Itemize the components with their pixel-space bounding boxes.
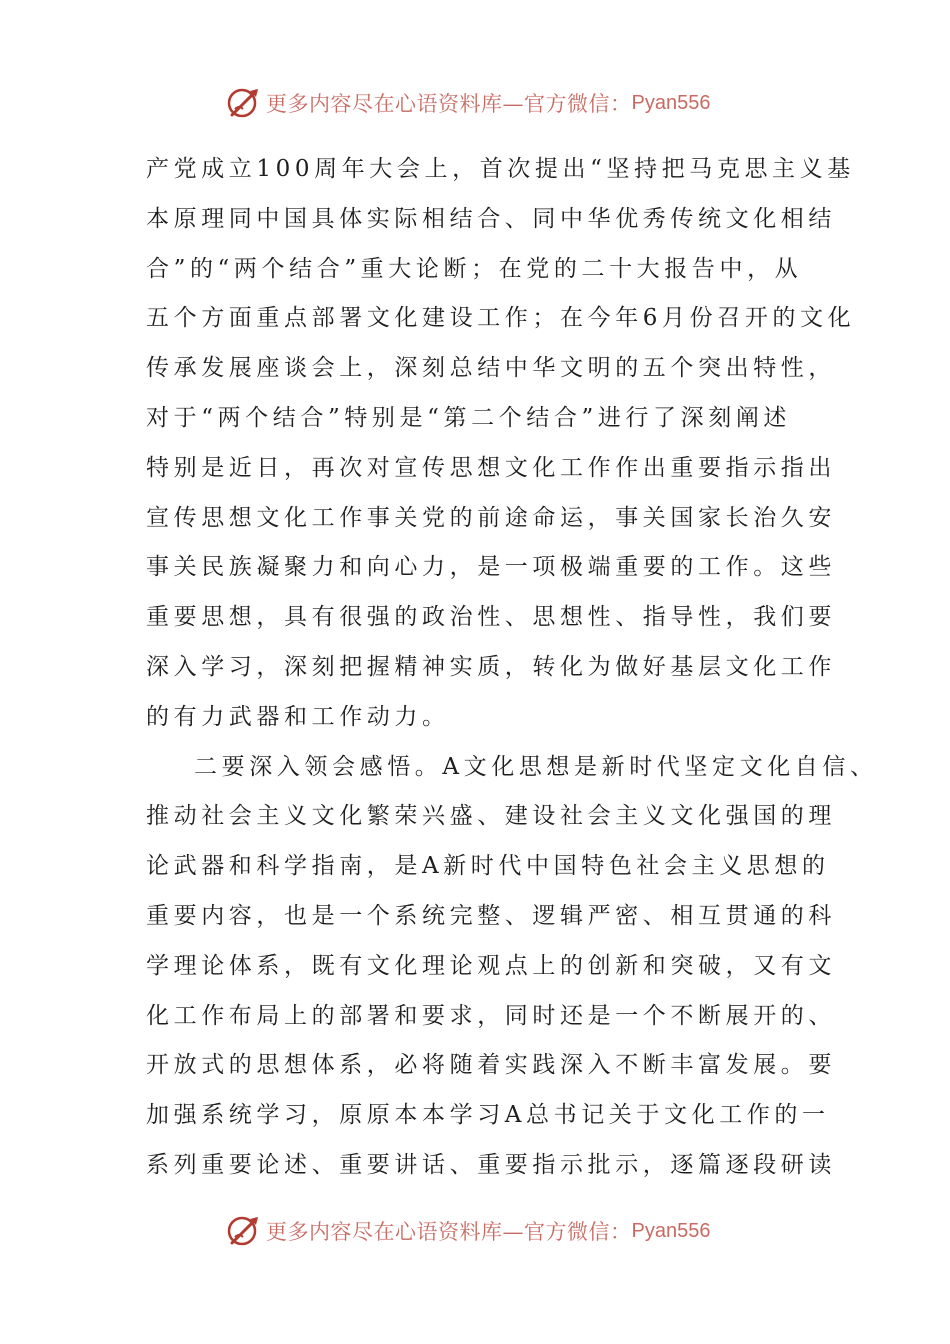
header-wechat-id: Pyan556: [631, 91, 711, 114]
body-line: 特别是近日，再次对宣传思想文化工作作出重要指示指出: [146, 454, 836, 481]
header-banner-text: 更多内容尽在心语资料库—官方微信：: [266, 92, 632, 116]
body-line: 事关民族凝聚力和向心力，是一项极端重要的工作。这些: [146, 554, 836, 581]
body-line: 传承发展座谈会上，深刻总结中华文明的五个突出特性，: [146, 355, 836, 382]
body-line: 的有力武器和工作动力。: [146, 703, 450, 730]
body-line: 加强系统学习，原原本本学习A总书记关于文化工作的一: [146, 1102, 830, 1129]
body-line: 推动社会主义文化繁荣兴盛、建设社会主义文化强国的理: [146, 803, 836, 830]
body-line: 深入学习，深刻把握精神实质，转化为做好基层文化工作: [146, 653, 836, 680]
footer-banner-text: 更多内容尽在心语资料库—官方微信：: [266, 1220, 632, 1244]
body-line: 产党成立100周年大会上，首次提出“坚持把马克思主义基: [146, 156, 855, 182]
body-line: 论武器和科学指南，是A新时代中国特色社会主义思想的: [146, 853, 830, 880]
body-line: 本原理同中国具体实际相结合、同中华优秀传统文化相结: [146, 205, 836, 232]
body-line: 重要思想，具有很强的政治性、思想性、指导性，我们要: [146, 604, 836, 631]
body-line: 开放式的思想体系，必将随着实践深入不断丰富发展。要: [146, 1052, 836, 1079]
footer-wechat-id: Pyan556: [631, 1219, 711, 1242]
footer-watermark-banner: [226, 1211, 710, 1251]
pen-logo-icon: [226, 85, 262, 121]
document-body: [146, 145, 878, 1191]
body-line: 系列重要论述、重要讲话、重要指示批示，逐篇逐段研读: [146, 1151, 836, 1178]
body-line: 对于“两个结合”特别是“第二个结合”进行了深刻阐述: [146, 404, 792, 431]
pen-logo-icon: [226, 1213, 262, 1249]
header-watermark-banner: [226, 83, 710, 123]
body-line: 五个方面重点部署文化建设工作；在今年6月份召开的文化: [146, 305, 856, 332]
body-line: 化工作布局上的部署和要求，同时还是一个不断展开的、: [146, 1002, 836, 1029]
body-line: 学理论体系，既有文化理论观点上的创新和突破，又有文: [146, 952, 836, 979]
body-line: 重要内容，也是一个系统完整、逻辑严密、相互贯通的科: [146, 902, 836, 929]
paragraph-start-line: 二要深入领会感悟。A文化思想是新时代坚定文化自信、: [194, 753, 878, 780]
body-line: 合”的“两个结合”重大论断；在党的二十大报告中，从: [146, 255, 803, 282]
body-line: 宣传思想文化工作事关党的前途命运，事关国家长治久安: [146, 504, 836, 531]
